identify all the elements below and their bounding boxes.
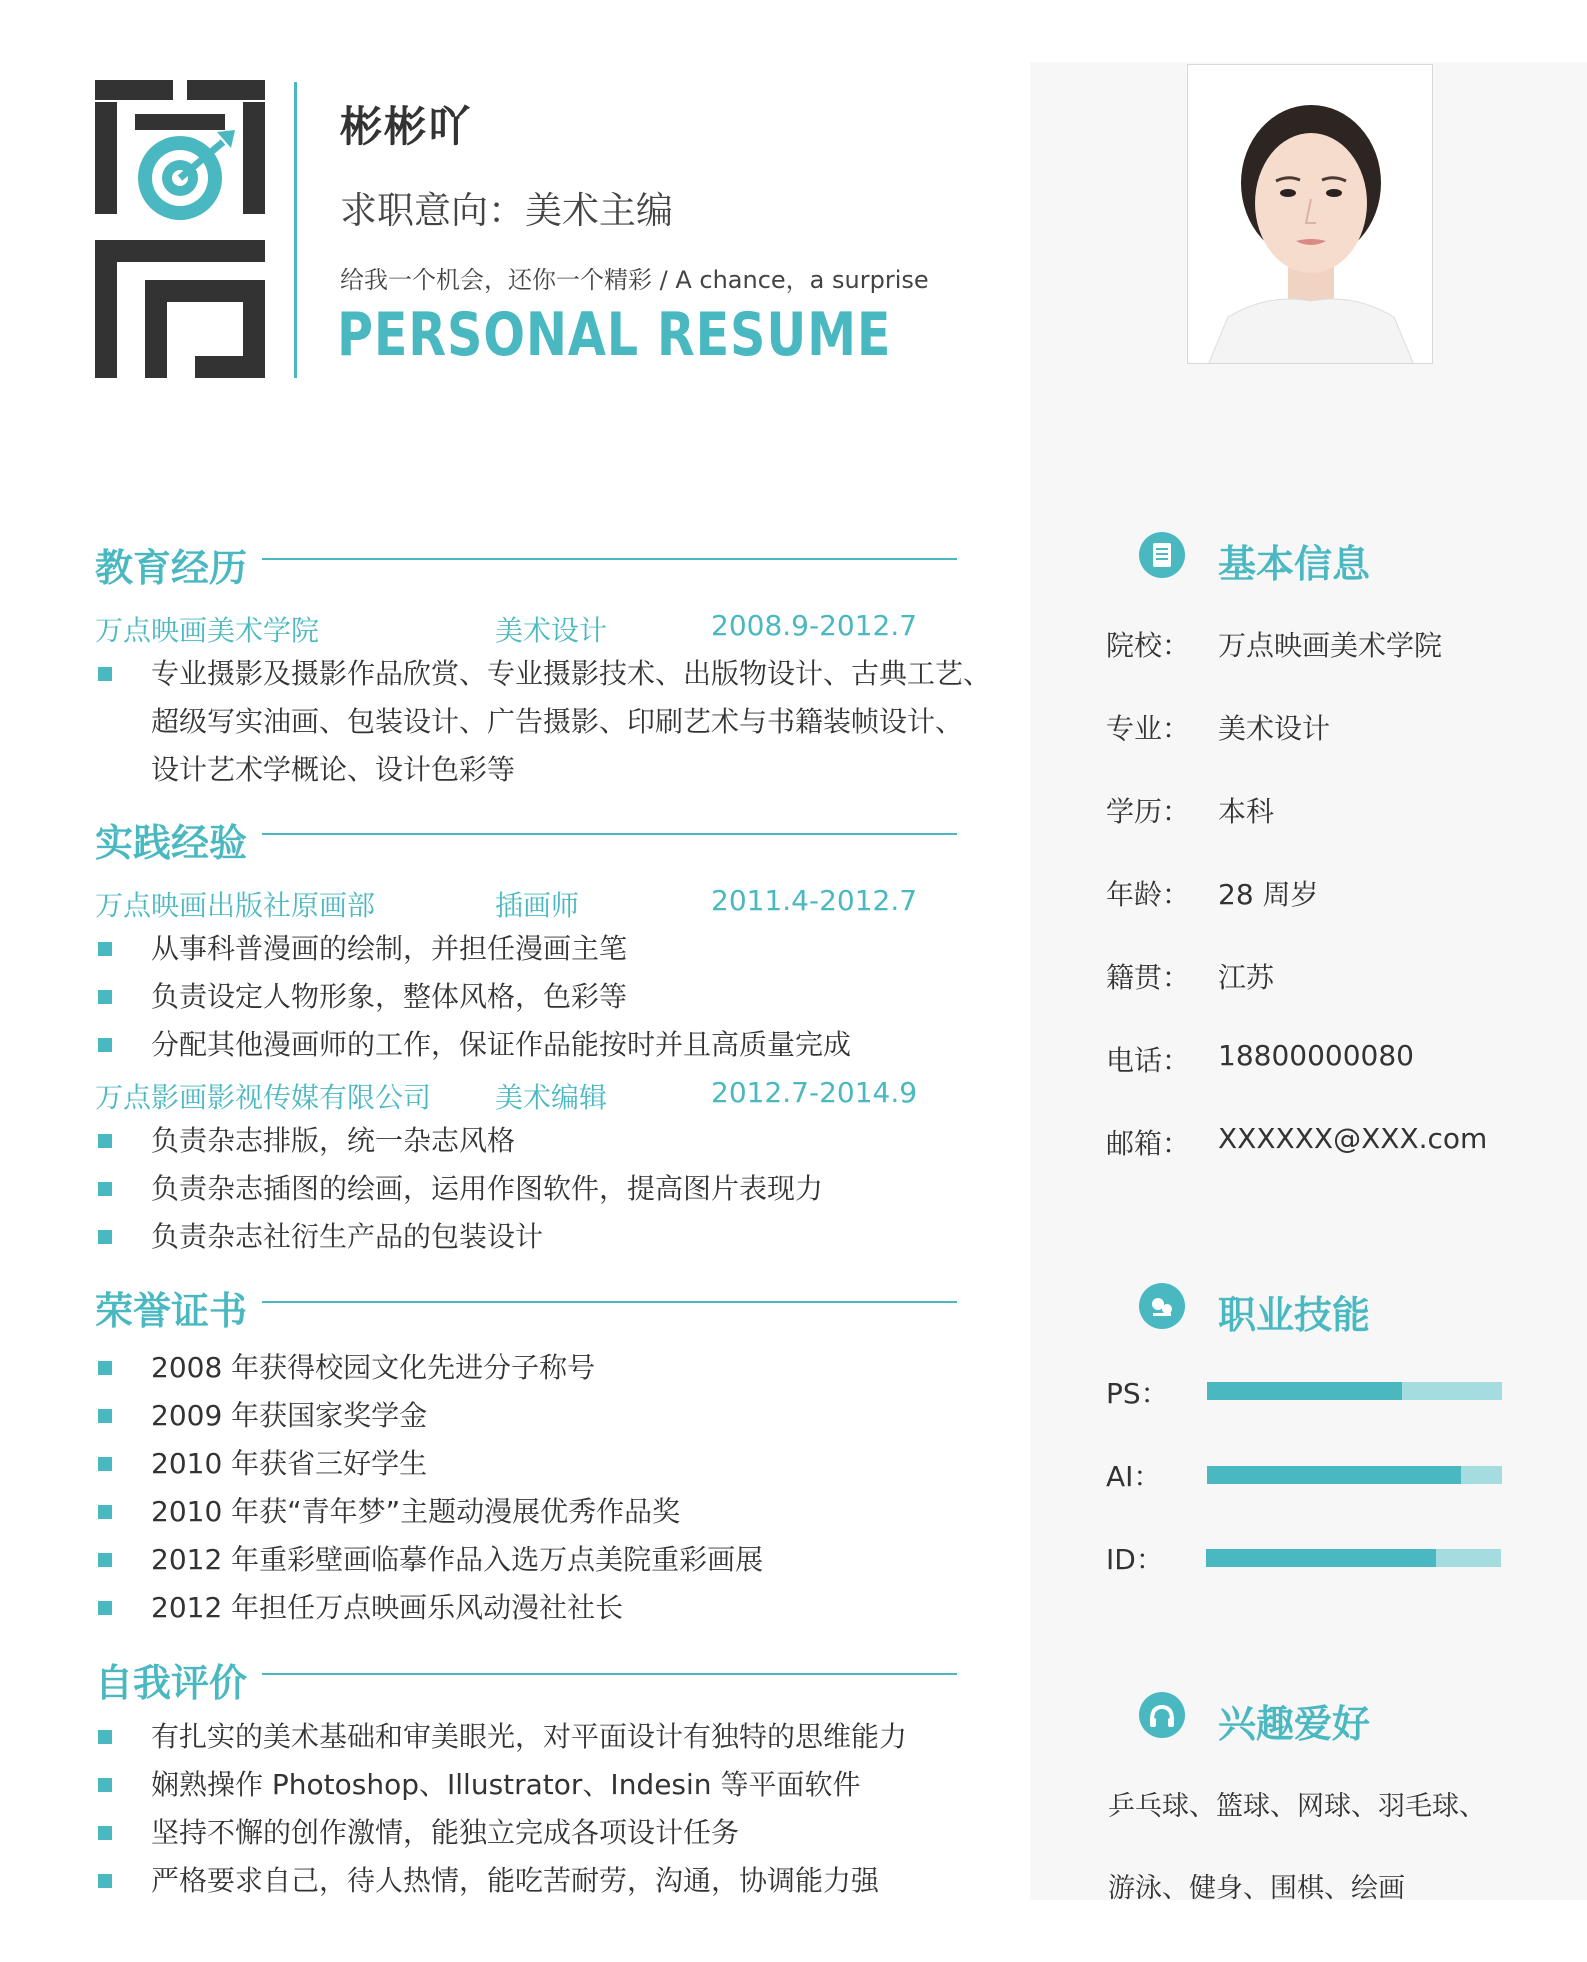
honor-item: 2010 年获“青年梦”主题动漫展优秀作品奖 [151,1495,681,1528]
self-eval-item: 娴熟操作 Photoshop、Illustrator、Indesin 等平面软件 [151,1768,861,1801]
bullet-icon [98,990,112,1004]
bullet-icon [98,1553,112,1567]
info-value-major: 美术设计 [1218,712,1331,745]
skill-bar-id [1206,1549,1501,1567]
honor-item: 2010 年获省三好学生 [151,1447,428,1480]
bullet-icon [98,1361,112,1375]
info-value-age: 28 周岁 [1218,878,1319,911]
skill-label: AI： [1106,1460,1162,1493]
skill-bar-ai [1207,1466,1502,1484]
self-eval-section-line [262,1673,957,1675]
job-intent [340,180,673,234]
job-company: 万点映画出版社原画部 [95,889,376,922]
education-period: 2008.9-2012.7 [711,609,918,642]
education-desc-line: 设计艺术学概论、设计色彩等 [151,753,516,786]
info-label: 专业： [1106,712,1191,745]
bullet-icon [98,1778,112,1792]
info-label: 院校： [1106,629,1191,662]
honor-item: 2012 年重彩壁画临摹作品入选万点美院重彩画展 [151,1543,764,1576]
self-eval-item: 有扎实的美术基础和审美眼光，对平面设计有独特的思维能力 [151,1720,908,1753]
job-period: 2011.4-2012.7 [711,884,918,917]
job-role: 美术编辑 [495,1081,608,1114]
honors-section-line [262,1301,957,1303]
education-desc-line: 超级写实油画、包装设计、广告摄影、印刷艺术与书籍装帧设计、 [151,705,964,738]
skill-bar-fill [1207,1382,1402,1400]
bullet-icon [98,942,112,956]
hobby-line: 乒乓球、篮球、网球、羽毛球、 [1108,1791,1486,1822]
education-section-line [262,558,957,560]
info-value-school: 万点映画美术学院 [1218,629,1443,662]
skills-title: 职业技能 [1218,1293,1371,1337]
info-value-email: XXXXXX@XXX.com [1218,1122,1488,1155]
job-company: 万点影画影视传媒有限公司 [95,1081,432,1114]
education-desc-line: 专业摄影及摄影作品欣赏、专业摄影技术、出版物设计、古典工艺、 [151,657,992,690]
job-intent-label: 求职意向： [340,189,525,232]
info-label: 电话： [1106,1044,1191,1077]
toolbox-icon [1139,1283,1185,1329]
info-label: 学历： [1106,795,1191,828]
info-label: 籍贯： [1106,961,1191,994]
bullet-icon [98,1601,112,1615]
hobby-line: 游泳、健身、围棋、绘画 [1108,1873,1405,1904]
slogan: 给我一个机会，还你一个精彩 / A chance，a surprise [340,266,929,294]
skill-bar-fill [1207,1466,1461,1484]
job-duty: 负责杂志排版，统一杂志风格 [151,1124,516,1157]
education-school: 万点映画美术学院 [95,614,320,647]
job-role: 插画师 [495,889,580,922]
education-section-title: 教育经历 [95,546,248,590]
job-duty: 负责杂志插图的绘画，运用作图软件，提高图片表现力 [151,1172,824,1205]
bullet-icon [98,1730,112,1744]
bullet-icon [98,1230,112,1244]
job-duty: 负责设定人物形象，整体风格，色彩等 [151,980,628,1013]
skill-label: PS： [1106,1377,1169,1410]
target-icon [138,130,235,220]
skill-bar-fill [1206,1549,1436,1567]
bullet-icon [98,1874,112,1888]
honors-section-title: 荣誉证书 [95,1289,248,1333]
info-label: 年龄： [1106,878,1191,911]
bullet-icon [98,1409,112,1423]
info-value-phone: 18800000080 [1218,1039,1414,1072]
job-period: 2012.7-2014.9 [711,1076,918,1109]
resume-logo-glyph [95,80,265,378]
bullet-icon [98,1826,112,1840]
job-duty: 从事科普漫画的绘制，并担任漫画主笔 [151,932,628,965]
candidate-name: 彬彬吖 [340,102,473,151]
honor-item: 2009 年获国家奖学金 [151,1399,428,1432]
skill-bar-ps [1207,1382,1502,1400]
bullet-icon [98,1457,112,1471]
job-intent-value: 美术主编 [525,189,673,232]
practice-section-title: 实践经验 [95,821,248,865]
info-label: 邮箱： [1106,1127,1191,1160]
bullet-icon [98,1182,112,1196]
info-value-degree: 本科 [1218,795,1275,828]
self-eval-item: 严格要求自己，待人热情，能吃苦耐劳，沟通，协调能力强 [151,1864,880,1897]
header-divider [294,82,297,378]
bullet-icon [98,1038,112,1052]
hobbies-title: 兴趣爱好 [1218,1702,1371,1746]
self-eval-item: 坚持不懈的创作激情，能独立完成各项设计任务 [151,1816,740,1849]
self-eval-section-title: 自我评价 [95,1661,248,1705]
job-duty: 分配其他漫画师的工作，保证作品能按时并且高质量完成 [151,1028,852,1061]
bullet-icon [98,1134,112,1148]
personal-resume-title: PERSONAL RESUME [337,300,892,370]
hobby-icon [1139,1692,1185,1738]
document-icon [1139,532,1185,578]
practice-section-line [262,833,957,835]
skill-label: ID： [1106,1543,1164,1576]
honor-item: 2008 年获得校园文化先进分子称号 [151,1351,596,1384]
education-major: 美术设计 [495,614,608,647]
profile-photo [1187,64,1433,364]
bullet-icon [98,667,112,681]
basic-info-title: 基本信息 [1218,542,1371,586]
bullet-icon [98,1505,112,1519]
info-value-hometown: 江苏 [1218,961,1275,994]
honor-item: 2012 年担任万点映画乐风动漫社社长 [151,1591,624,1624]
job-duty: 负责杂志社衍生产品的包装设计 [151,1220,544,1253]
